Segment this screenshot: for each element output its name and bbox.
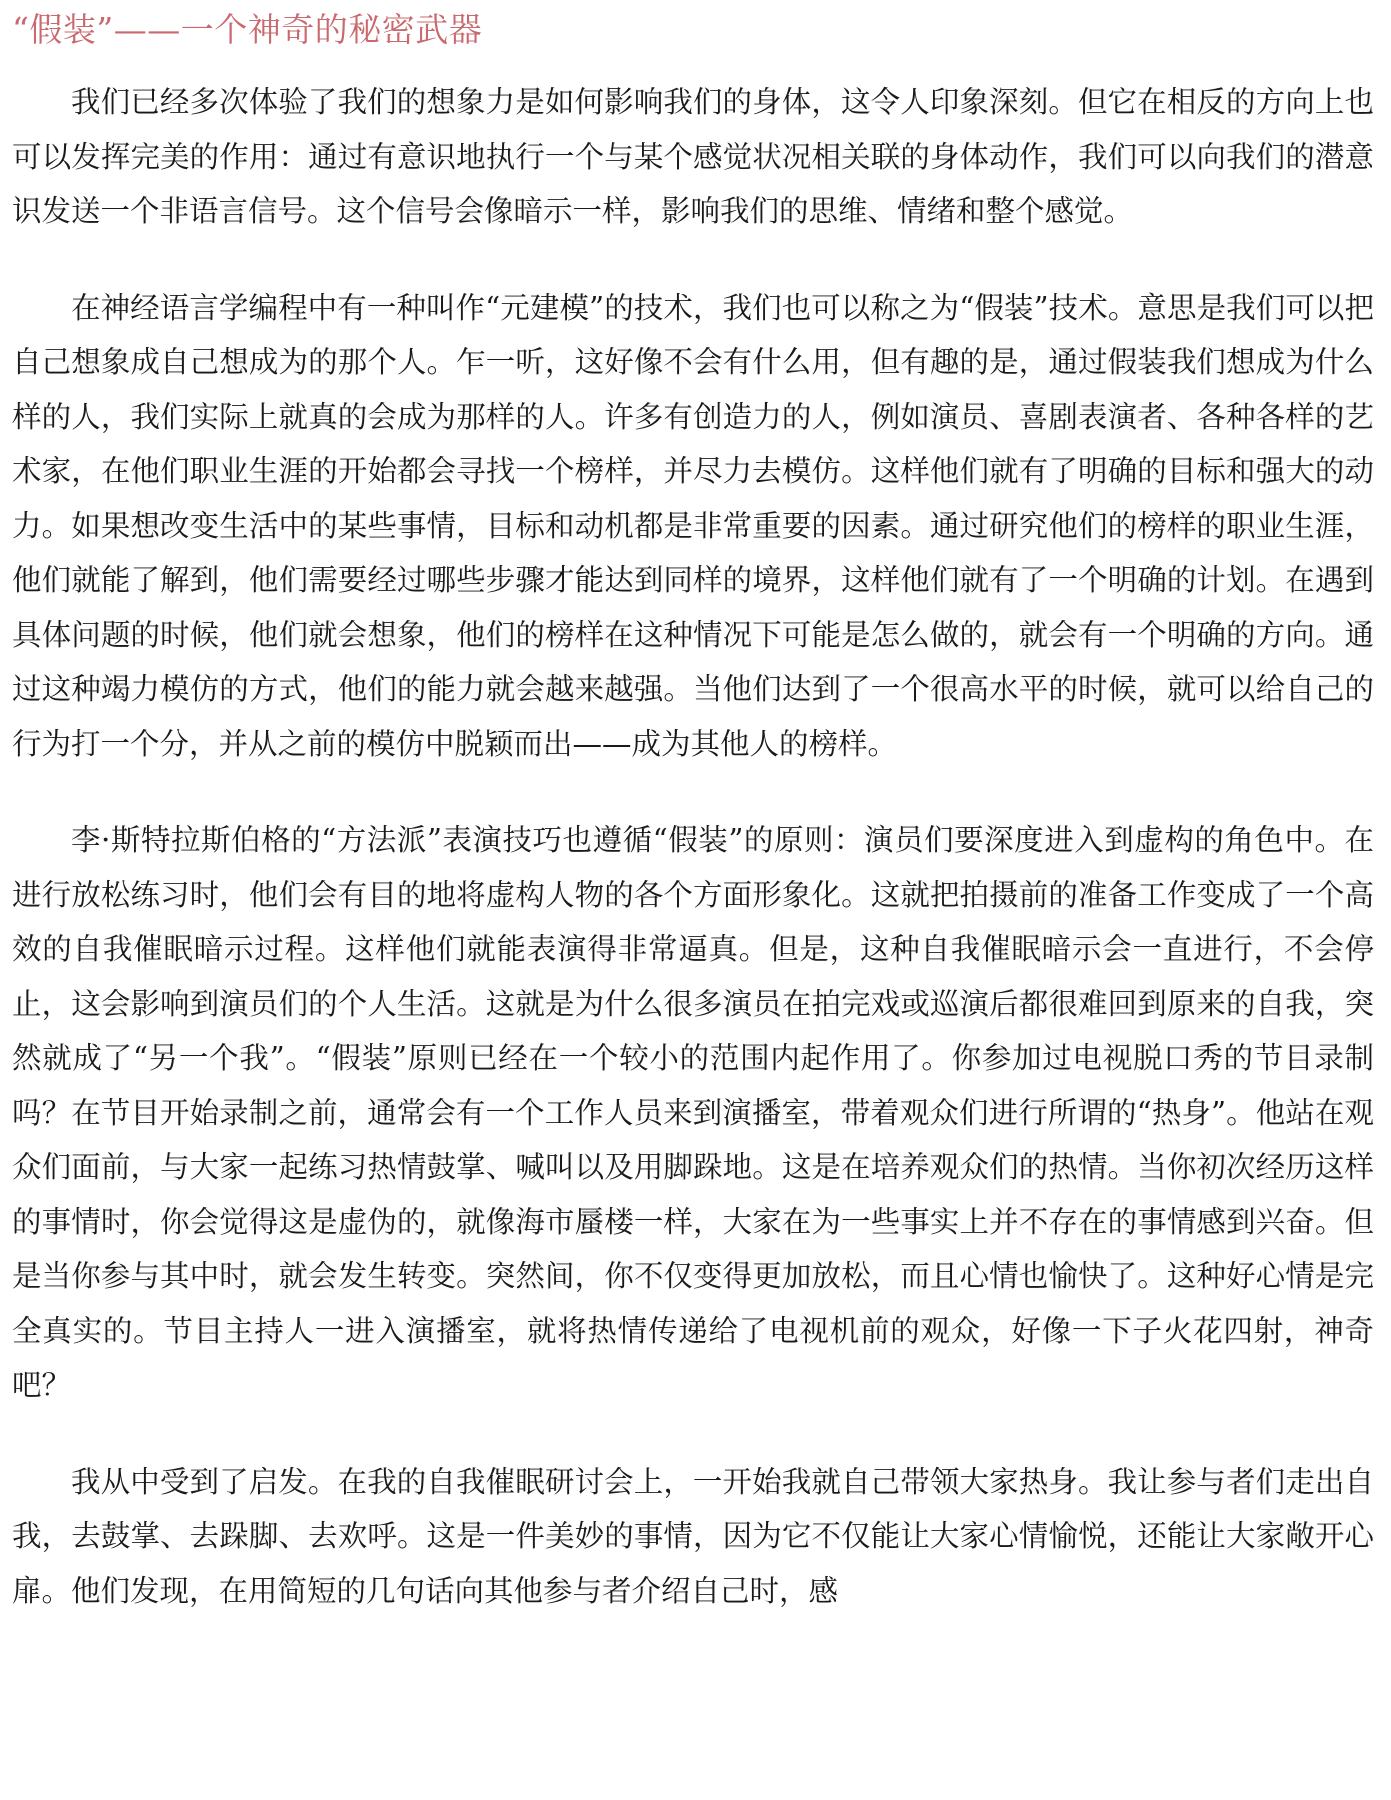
paragraph-3: 李·斯特拉斯伯格的“方法派”表演技巧也遵循“假装”的原则：演员们要深度进入到虚构的角色中。在进行放松练习时，他们会有目的地将虚构人物的各个方面形象化。这就把拍摄前的准备工作变成了一个高效的自我催眠暗示过程。这样他们就能表演得非常逼真。但是，这种自我催眠暗示会一直进行，不会停止，这会影响到演员们的个人生活。这就是为什么很多演员在拍完戏或巡演后都很难回到原来的自我，突然就成了“另一个我”。“假装”原则已经在一个较小的范围内起作用了。你参加过电视脱口秀的节目录制吗？在节目开始录制之前，通常会有一个工作人员来到演播室，带着观众们进行所谓的“热身”。他站在观众们面前，与大家一起练习热情鼓掌、喊叫以及用脚跺地。这是在培养观众们的热情。当你初次经历这样的事情时，你会觉得这是虚伪的，就像海市蜃楼一样，大家在为一些事实上并不存在的事情感到兴奋。但是当你参与其中时，就会发生转变。突然间，你不仅变得更加放松，而且心情也愉快了。这种好心情是完全真实的。节目主持人一进入演播室，就将热情传递给了电视机前的观众，好像一下子火花四射，神奇吧？ [12, 823, 1374, 1402]
paragraph-1: 我们已经多次体验了我们的想象力是如何影响我们的身体，这令人印象深刻。但它在相反的方向上也可以发挥完美的作用：通过有意识地执行一个与某个感觉状况相关联的身体动作，我们可以向我们的潜意识发送一个非语言信号。这个信号会像暗示一样，影响我们的思维、情绪和整个感觉。 [12, 85, 1374, 228]
paragraph-4: 我从中受到了启发。在我的自我催眠研讨会上，一开始我就自己带领大家热身。我让参与者们走出自我，去鼓掌、去跺脚、去欢呼。这是一件美妙的事情，因为它不仅能让大家心情愉悦，还能让大家敞开心扉。他们发现，在用简短的几句话向其他参与者介绍自己时，感 [12, 1464, 1374, 1608]
section-title: “假装”——一个神奇的秘密武器 [12, 10, 483, 49]
paragraph-spacer [12, 1413, 1374, 1455]
paragraph-spacer [12, 239, 1374, 281]
paragraph-2: 在神经语言学编程中有一种叫作“元建模”的技术，我们也可以称之为“假装”技术。意思是我们可以把自己想象成自己想成为的那个人。乍一听，这好像不会有什么用，但有趣的是，通过假装我们想成为什么样的人，我们实际上就真的会成为那样的人。许多有创造力的人，例如演员、喜剧表演者、各种各样的艺术家，在他们职业生涯的开始都会寻找一个榜样，并尽力去模仿。这样他们就有了明确的目标和强大的动力。如果想改变生活中的某些事情，目标和动机都是非常重要的因素。通过研究他们的榜样的职业生涯，他们就能了解到，他们需要经过哪些步骤才能达到同样的境界，这样他们就有了一个明确的计划。在遇到具体问题的时候，他们就会想象，他们的榜样在这种情况下可能是怎么做的，就会有一个明确的方向。通过这种竭力模仿的方式，他们的能力就会越来越强。当他们达到了一个很高水平的时候，就可以给自己的行为打一个分，并从之前的模仿中脱颖而出——成为其他人的榜样。 [12, 290, 1374, 761]
paragraph-spacer [12, 771, 1374, 813]
document-page [12, 0, 1374, 1618]
